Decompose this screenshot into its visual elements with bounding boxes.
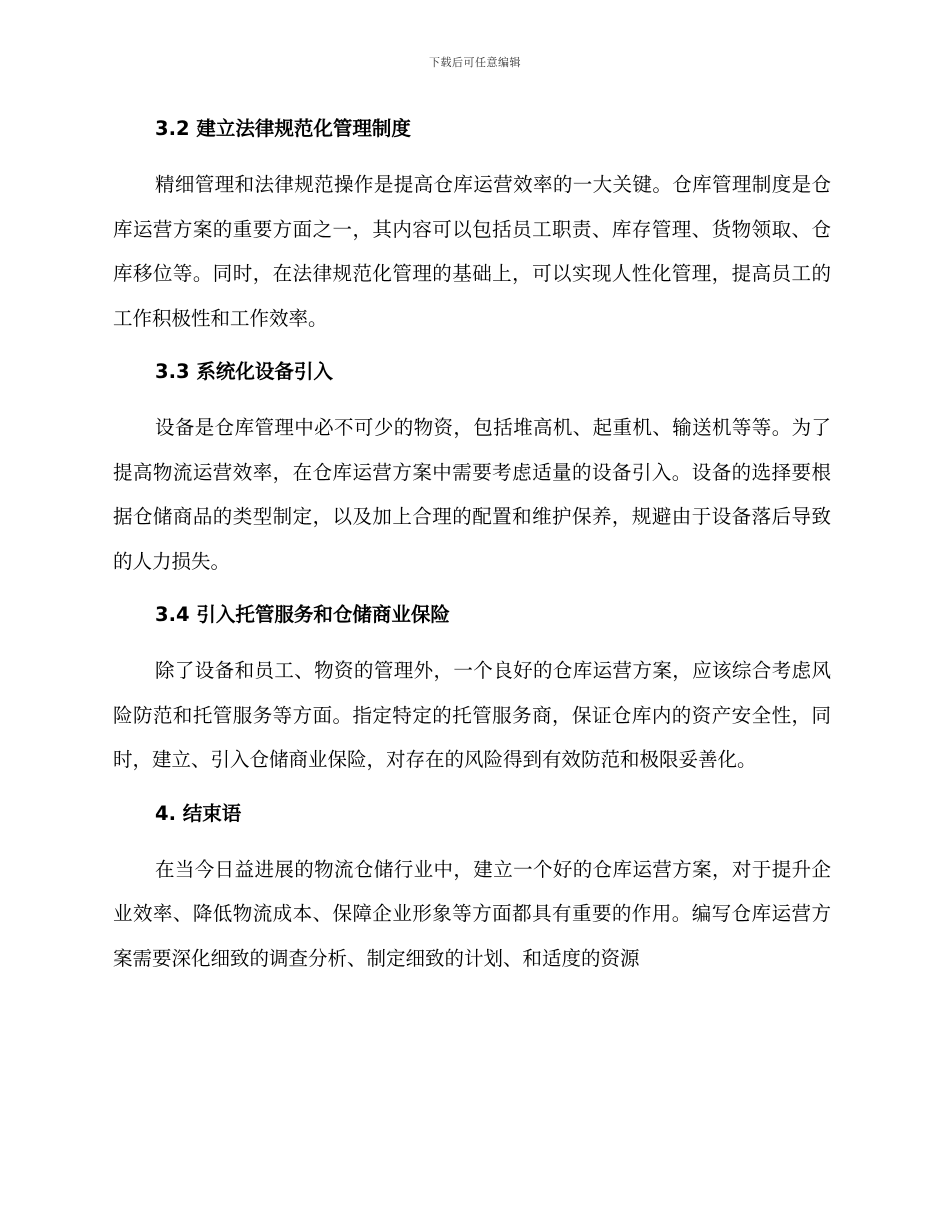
section-3-4 bbox=[113, 598, 831, 797]
section-paragraph: 设备是仓库管理中必不可少的物资，包括堆高机、起重机、输送机等等。为了提高物流运营效率，在仓库运营方案中需要考虑适量的设备引入。设备的选择要根据仓储商品的类型制定，以及加上合理的配置和维护保养，规避由于设备落后导致的人力损失。 bbox=[113, 416, 831, 573]
section-paragraph: 在当今日益进展的物流仓储行业中，建立一个好的仓库运营方案，对于提升企业效率、降低物流成本、保障企业形象等方面都具有重要的作用。编写仓库运营方案需要深化细致的调查分析、制定细致的计划、和适度的资源 bbox=[113, 857, 831, 970]
section-paragraph: 除了设备和员工、物资的管理外，一个良好的仓库运营方案，应该综合考虑风险防范和托管服务等方面。指定特定的托管服务商，保证仓库内的资产安全性，同时，建立、引入仓储商业保险，对存在的风险得到有效防范和极限妥善化。 bbox=[113, 659, 831, 771]
section-heading: 3.4 引入托管服务和仓储商业保险 bbox=[155, 603, 450, 626]
section-paragraph: 精细管理和法律规范操作是提高仓库运营效率的一大关键。仓库管理制度是仓库运营方案的重要方面之一，其内容可以包括员工职责、库存管理、货物领取、仓库移位等。同时，在法律规范化管理的基础上，可以实现人性化管理，提高员工的工作积极性和工作效率。 bbox=[113, 173, 831, 330]
section-heading: 4. 结束语 bbox=[155, 801, 242, 825]
section-4 bbox=[113, 797, 831, 982]
section-3-3 bbox=[113, 355, 831, 598]
section-3-2 bbox=[113, 112, 831, 355]
section-heading: 3.3 系统化设备引入 bbox=[155, 360, 333, 383]
running-header: 下载后可任意编辑 bbox=[429, 56, 521, 69]
section-heading: 3.2 建立法律规范化管理制度 bbox=[155, 117, 411, 140]
document-body bbox=[113, 112, 831, 981]
